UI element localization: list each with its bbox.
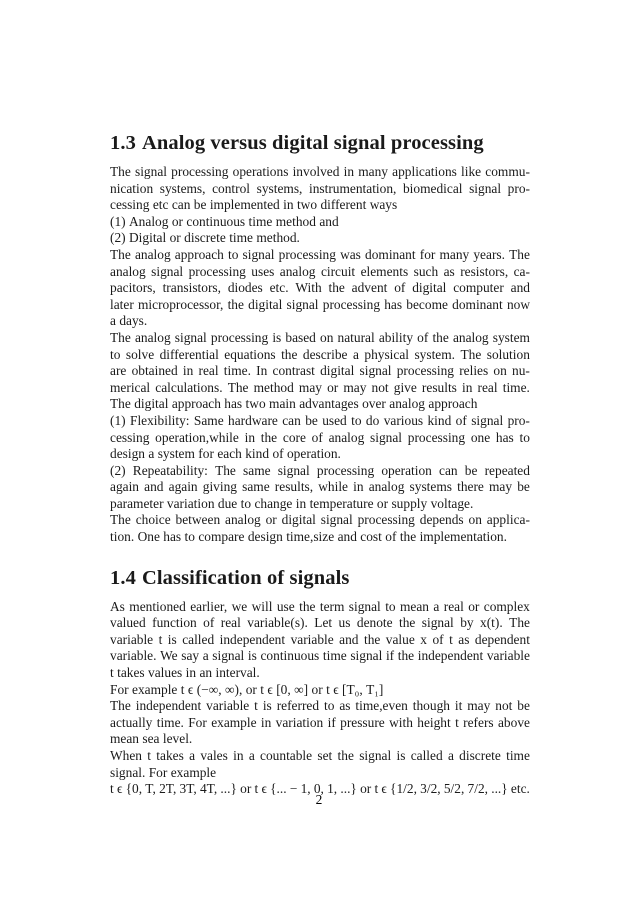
text-line: cessing etc can be implemented in two different ways: [110, 197, 398, 213]
section-body: [110, 164, 530, 546]
text-line: The analog signal processing is based on natural ability of the analog system: [110, 329, 530, 345]
section-heading: [110, 130, 530, 156]
text-line: design a system for each kind of operation.: [110, 446, 341, 462]
document-page: [110, 130, 530, 798]
text-line: to solve differential equations the describe a physical system. The solution: [110, 346, 530, 362]
section-title: Analog versus digital signal processing: [141, 132, 484, 154]
text-line: a days.: [110, 313, 148, 329]
text-line: The independent variable t is referred to as time,even though it may not be: [110, 698, 530, 714]
section-title: Classification of signals: [141, 566, 350, 589]
text-line: valued function of real variable(s). Let us denote the signal by x(t). The: [110, 615, 530, 631]
text-line: signal. For example: [110, 764, 217, 780]
text-line: When t takes a vales in a countable set the signal is called a discrete time: [110, 748, 530, 763]
text-line: As mentioned earlier, we will use the term signal to mean a real or complex: [110, 598, 530, 614]
text-line: t takes values in an interval.: [110, 665, 260, 681]
text-line: The analog approach to signal processing was dominant for many years. The: [110, 246, 530, 262]
text-line: The digital approach has two main advantages over analog approach: [110, 396, 478, 412]
text-line: (1) Analog or continuous time method and: [110, 213, 339, 229]
text-line: t ϵ {0, T, 2T, 3T, 4T, ...} or t ϵ {... − 1, 0, 1, ...} or t ϵ {1/2, 3/2, 5/2, 7/2, ...} etc.: [110, 781, 530, 797]
text-line: again and again giving same results, while in analog systems there may be: [110, 479, 530, 495]
text-line: parameter variation due to change in temperature or supply voltage.: [110, 495, 474, 511]
text-line: cessing operation,while in the core of analog signal processing one has to: [110, 429, 530, 445]
section-1-3: [110, 130, 530, 546]
text-line: tion. One has to compare design time,size and cost of the implementation.: [110, 529, 507, 545]
text-line: variable. We say a signal is continuous time signal if the independent variable: [110, 648, 530, 664]
section-number: 1.3: [110, 132, 136, 154]
text-line: (1) Flexibility: Same hardware can be used to do various kind of signal pro-: [110, 412, 530, 428]
text-line: are obtained in real time. In contrast digital signal processing relies on nu-: [110, 363, 530, 379]
text-line: (2) Digital or discrete time method.: [110, 230, 300, 246]
page-number: 2: [315, 792, 323, 807]
text-line: The signal processing operations involved in many applications like commu-: [110, 164, 530, 179]
text-line: actually time. For example in variation if pressure with height t refers above: [110, 714, 530, 730]
text-line: variable t is called independent variable and the value x of t as dependent: [110, 631, 530, 647]
section-heading: [110, 565, 530, 591]
text-line: mean sea level.: [110, 731, 193, 747]
section-number: 1.4: [110, 566, 136, 589]
text-line: analog signal processing uses analog circuit elements such as resistors, ca-: [110, 263, 530, 279]
text-line: merical calculations. The method may or may not give results in real time.: [110, 379, 530, 395]
text-line: later microprocessor, the digital signal processing has become dominant now: [110, 296, 530, 312]
section-1-4: [110, 565, 530, 798]
text-line: For example t ϵ (−∞, ∞), or t ϵ [0, ∞] or t ϵ [T₀, T₁]: [110, 681, 384, 697]
text-line: The choice between analog or digital signal processing depends on applica-: [110, 512, 530, 528]
section-body: [110, 599, 530, 798]
text-line: (2) Repeatability: The same signal processing operation can be repeated: [110, 462, 530, 478]
text-line: pacitors, transistors, diodes etc. With the advent of digital computer and: [110, 280, 530, 296]
text-line: nication systems, control systems, instrumentation, biomedical signal pro-: [110, 180, 530, 196]
